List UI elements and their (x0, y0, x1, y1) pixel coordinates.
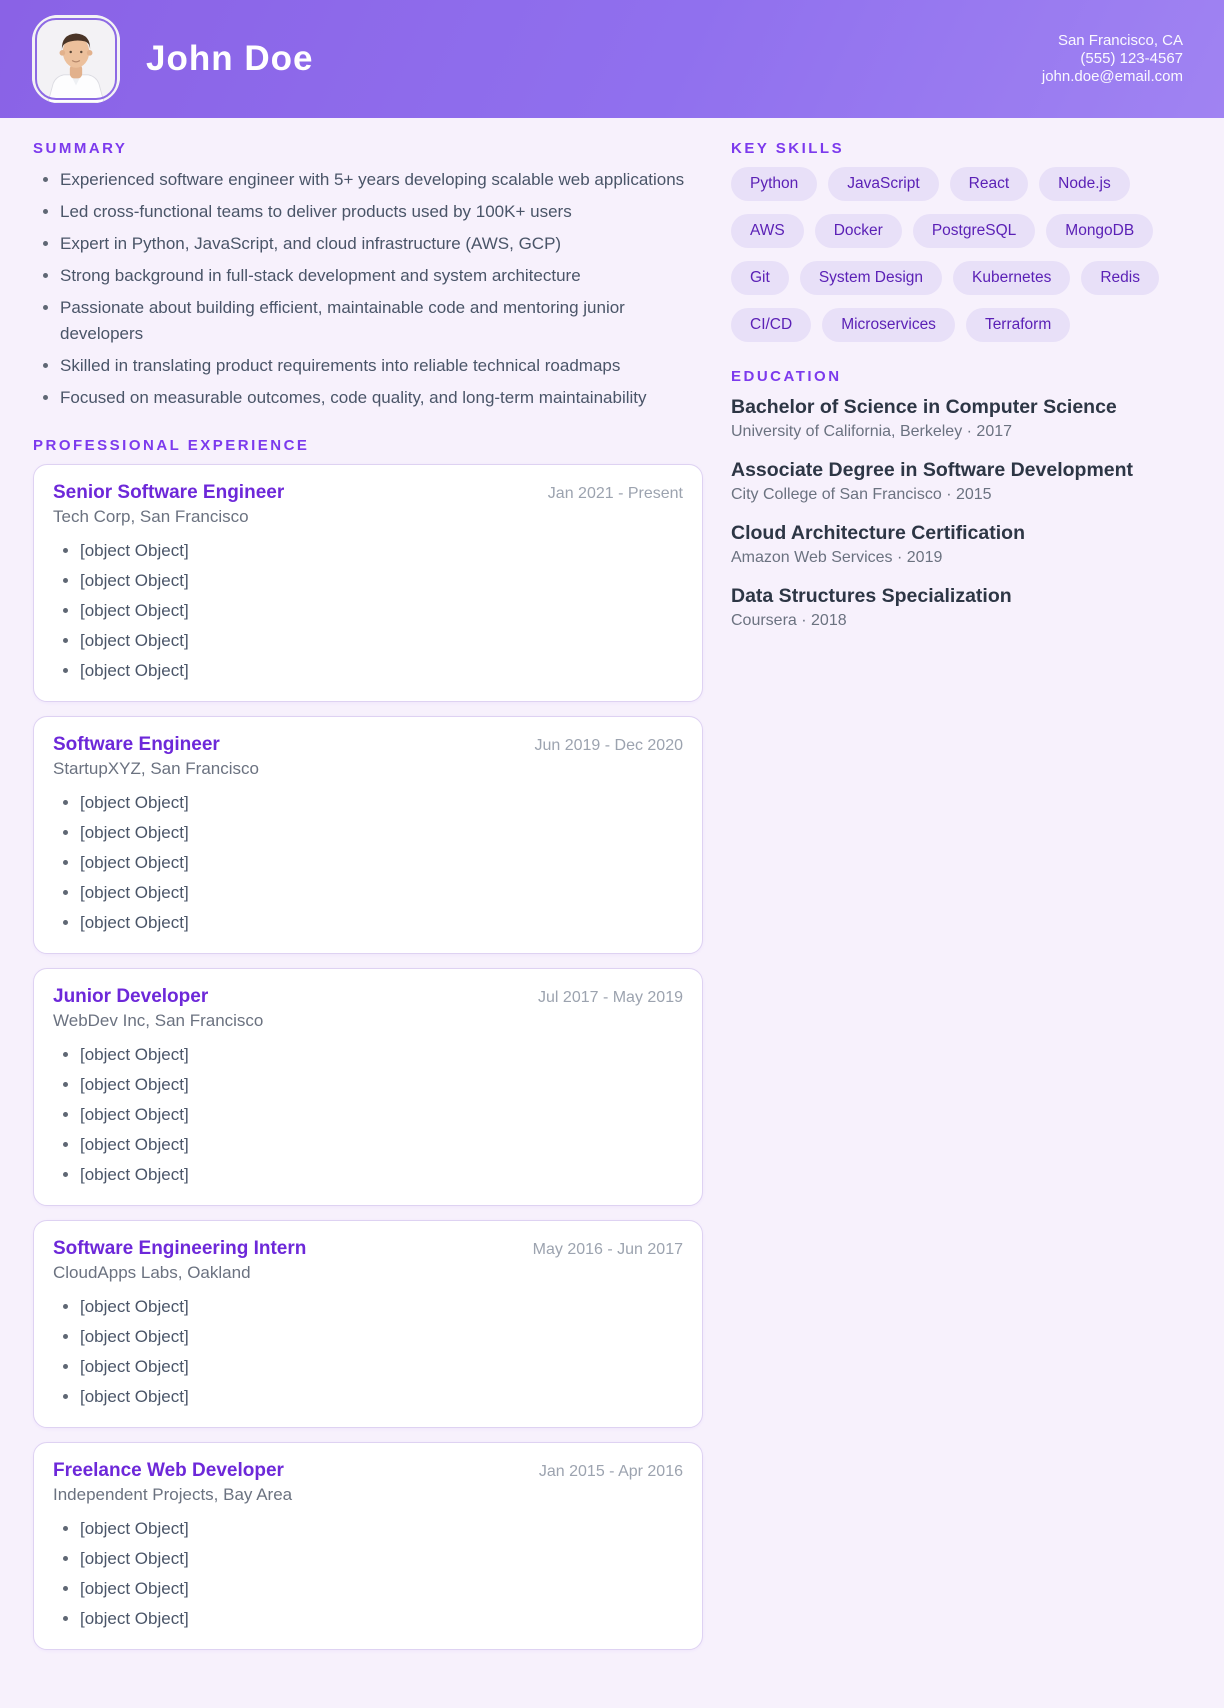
education-detail: Amazon Web Services · 2019 (731, 549, 943, 566)
skill-pill: Redis (1081, 261, 1159, 295)
education-detail: Coursera · 2018 (731, 612, 847, 629)
job-card (33, 716, 703, 954)
job-bullet: [object Object] (80, 538, 683, 564)
job-card-header (53, 986, 683, 1008)
education-degree: Associate Degree in Software Development (731, 459, 1134, 481)
education-section (731, 368, 1183, 630)
resume-header (0, 0, 1224, 118)
job-company: Independent Projects, Bay Area (53, 1485, 293, 1504)
education-degree: Data Structures Specialization (731, 585, 1012, 607)
job-dates: May 2016 - Jun 2017 (532, 1241, 683, 1258)
contact-info (1042, 32, 1183, 86)
skill-pill: Git (731, 261, 789, 295)
skill-pill: React (950, 167, 1029, 201)
resume-body (0, 118, 1224, 1708)
skill-pill: Microservices (822, 308, 955, 342)
job-bullet: [object Object] (80, 1162, 683, 1188)
job-bullet: [object Object] (80, 1516, 683, 1542)
job-bullet: [object Object] (80, 1324, 683, 1350)
job-bullet-list (53, 538, 683, 684)
skills-heading: KEY SKILLS (731, 140, 845, 157)
person-name: John Doe (146, 39, 314, 78)
job-card-header (53, 1238, 683, 1260)
summary-item: Strong background in full-stack development and system architecture (60, 263, 703, 289)
skill-pill: Python (731, 167, 817, 201)
education-degree: Cloud Architecture Certification (731, 522, 1025, 544)
job-bullet: [object Object] (80, 1102, 683, 1128)
job-list (33, 464, 703, 1650)
skill-pill: Node.js (1039, 167, 1130, 201)
education-detail: City College of San Francisco · 2015 (731, 486, 992, 503)
job-company: Tech Corp, San Francisco (53, 507, 249, 526)
job-title: Freelance Web Developer (53, 1460, 284, 1481)
right-column (731, 140, 1183, 1664)
skill-pill: AWS (731, 214, 804, 248)
left-column (33, 140, 703, 1664)
education-heading: EDUCATION (731, 368, 842, 385)
job-dates: Jun 2019 - Dec 2020 (534, 737, 683, 754)
job-title: Software Engineer (53, 734, 220, 755)
summary-heading: SUMMARY (33, 140, 128, 157)
job-bullet-list (53, 1516, 683, 1632)
job-bullet: [object Object] (80, 1042, 683, 1068)
job-bullet: [object Object] (80, 1576, 683, 1602)
job-bullet: [object Object] (80, 1354, 683, 1380)
job-card-header (53, 734, 683, 756)
job-company: WebDev Inc, San Francisco (53, 1011, 264, 1030)
contact-location: San Francisco, CA (1057, 32, 1183, 49)
job-bullet: [object Object] (80, 1384, 683, 1410)
job-bullet: [object Object] (80, 628, 683, 654)
job-bullet: [object Object] (80, 1606, 683, 1632)
job-bullet: [object Object] (80, 820, 683, 846)
education-detail: University of California, Berkeley · 2017 (731, 423, 1013, 440)
job-bullet-list (53, 790, 683, 936)
job-card (33, 1442, 703, 1650)
job-bullet: [object Object] (80, 850, 683, 876)
job-bullet: [object Object] (80, 658, 683, 684)
contact-phone: (555) 123-4567 (1080, 50, 1183, 67)
job-company: StartupXYZ, San Francisco (53, 759, 259, 778)
job-dates: Jan 2015 - Apr 2016 (538, 1463, 683, 1480)
job-bullet: [object Object] (80, 1072, 683, 1098)
job-bullet: [object Object] (80, 790, 683, 816)
summary-item: Expert in Python, JavaScript, and cloud infrastructure (AWS, GCP) (60, 231, 703, 257)
avatar-photo (32, 15, 120, 103)
job-title: Senior Software Engineer (53, 482, 285, 503)
experience-section (33, 437, 703, 1650)
job-title: Junior Developer (53, 986, 209, 1007)
education-list (731, 395, 1183, 630)
job-bullet: [object Object] (80, 910, 683, 936)
job-title: Software Engineering Intern (53, 1238, 307, 1259)
job-company: CloudApps Labs, Oakland (53, 1263, 251, 1282)
job-dates: Jul 2017 - May 2019 (538, 989, 683, 1006)
skill-pill: Docker (815, 214, 902, 248)
summary-item: Experienced software engineer with 5+ years developing scalable web applications (60, 167, 703, 193)
skill-pill: Kubernetes (953, 261, 1070, 295)
skill-pill: MongoDB (1046, 214, 1153, 248)
avatar (32, 15, 120, 103)
education-entry (731, 458, 1183, 504)
job-bullet-list (53, 1294, 683, 1410)
job-bullet: [object Object] (80, 598, 683, 624)
job-card (33, 968, 703, 1206)
summary-item: Led cross-functional teams to deliver products used by 100K+ users (60, 199, 703, 225)
job-bullet: [object Object] (80, 568, 683, 594)
skills-section (731, 140, 1183, 342)
education-degree: Bachelor of Science in Computer Science (731, 396, 1117, 418)
skill-pill: CI/CD (731, 308, 811, 342)
job-bullet: [object Object] (80, 1294, 683, 1320)
skill-pill: PostgreSQL (913, 214, 1035, 248)
skill-pill: JavaScript (828, 167, 938, 201)
summary-section (33, 140, 703, 411)
education-entry (731, 521, 1183, 567)
job-card (33, 1220, 703, 1428)
summary-item: Passionate about building efficient, maintainable code and mentoring junior developers (60, 295, 703, 347)
job-card-header (53, 482, 683, 504)
job-dates: Jan 2021 - Present (547, 485, 683, 502)
job-card-header (53, 1460, 683, 1482)
contact-email: john.doe@email.com (1041, 68, 1183, 85)
skill-pill: Terraform (966, 308, 1070, 342)
job-bullet-list (53, 1042, 683, 1188)
summary-item: Focused on measurable outcomes, code quality, and long-term maintainability (60, 385, 703, 411)
education-entry (731, 584, 1183, 630)
summary-item: Skilled in translating product requirements into reliable technical roadmaps (60, 353, 703, 379)
skill-pill: System Design (800, 261, 942, 295)
experience-heading: PROFESSIONAL EXPERIENCE (33, 437, 310, 454)
job-bullet: [object Object] (80, 1132, 683, 1158)
job-bullet: [object Object] (80, 1546, 683, 1572)
job-card (33, 464, 703, 702)
skill-pill-list (731, 167, 1183, 342)
education-entry (731, 395, 1183, 441)
summary-list (33, 167, 703, 411)
job-bullet: [object Object] (80, 880, 683, 906)
